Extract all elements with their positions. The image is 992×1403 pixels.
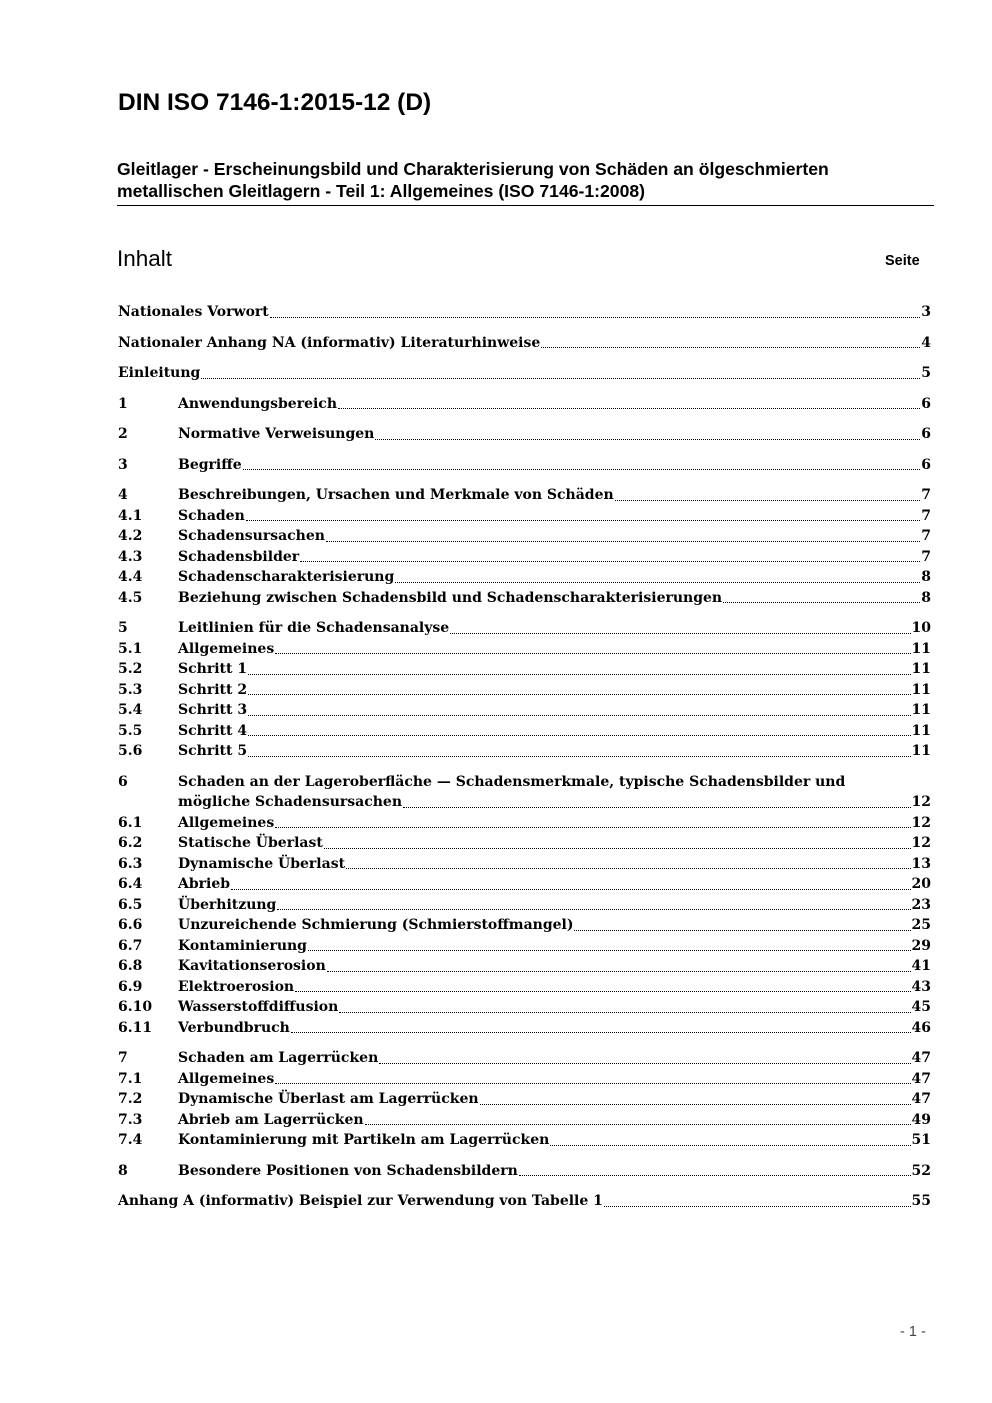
toc-dot-leader [375, 438, 920, 440]
toc-entry-title: Schritt 4 [178, 722, 248, 739]
toc-entry-title: Allgemeines [178, 1070, 275, 1087]
toc-entry-title: Elektroerosion [178, 978, 295, 995]
toc-entry[interactable] [118, 854, 931, 875]
toc-entry-page: 5 [921, 365, 931, 381]
toc-entry[interactable] [118, 588, 931, 609]
toc-entry-number: 4 [118, 487, 128, 503]
toc-dot-leader [248, 693, 910, 695]
toc-entry-page: 11 [911, 661, 931, 677]
toc-entry-page: 8 [921, 589, 931, 606]
toc-entry-page: 6 [921, 456, 931, 473]
toc-entry-page: 23 [911, 896, 931, 913]
toc-entry-number: 7.3 [118, 1111, 143, 1128]
toc-entry-title: Anhang A (informativ) Beispiel zur Verwendung von Tabelle 1 [118, 1193, 603, 1209]
toc-entry-title: Statische Überlast [178, 835, 323, 851]
toc-entry[interactable] [118, 1069, 931, 1090]
toc-entry[interactable] [118, 424, 931, 445]
toc-entry-title: Dynamische Überlast am Lagerrücken [178, 1091, 479, 1107]
toc-entry-title: Nationaler Anhang NA (informativ) Literaturhinweise [118, 334, 541, 351]
toc-entry-number: 4.3 [118, 548, 143, 565]
toc-entry-number: 4.1 [118, 507, 143, 524]
toc-entry-number: 8 [118, 1162, 128, 1179]
toc-entry[interactable] [118, 956, 931, 977]
toc-entry-number: 5.5 [118, 722, 143, 739]
toc-entry-number: 7 [118, 1050, 128, 1066]
toc-entry[interactable] [118, 363, 931, 384]
toc-entry[interactable] [118, 618, 931, 639]
toc-dot-leader [275, 652, 910, 654]
toc-dot-leader [248, 673, 910, 675]
toc-entry-title: Kavitationserosion [178, 958, 326, 974]
toc-entry-title: Anwendungsbereich [178, 395, 337, 412]
toc-entry[interactable] [118, 721, 931, 742]
toc-entry[interactable] [118, 526, 931, 547]
toc-entry-page: 11 [911, 722, 931, 739]
toc-entry-page: 25 [911, 917, 931, 933]
toc-entry-number: 5.3 [118, 681, 143, 698]
toc-entry-page: 8 [921, 569, 931, 585]
toc-dot-leader [246, 519, 920, 521]
toc-dot-leader [324, 847, 911, 849]
toc-entry[interactable] [118, 1130, 931, 1151]
subtitle-divider [117, 205, 934, 206]
toc-entry[interactable] [118, 639, 931, 660]
toc-entry-title: Schritt 1 [178, 661, 248, 677]
toc-entry-title: Verbundbruch [178, 1019, 290, 1036]
toc-dot-leader [615, 499, 921, 501]
toc-dot-leader [243, 468, 921, 470]
toc-entry-number: 6.5 [118, 896, 143, 913]
toc-dot-leader [327, 970, 911, 972]
toc-entry-page: 46 [911, 1019, 931, 1036]
toc-entry-page: 20 [911, 876, 931, 892]
toc-dot-leader [308, 949, 911, 951]
toc-dot-leader [550, 1144, 910, 1146]
toc-entry-page: 10 [911, 620, 931, 636]
document-title: DIN ISO 7146-1:2015-12 (D) [118, 89, 432, 116]
toc-dot-leader [450, 632, 910, 634]
toc-dot-leader [480, 1103, 911, 1105]
toc-entry[interactable] [118, 394, 931, 415]
toc-dot-leader [339, 1011, 910, 1013]
toc-entry-number: 7.4 [118, 1132, 143, 1148]
toc-entry-title: Kontaminierung mit Partikeln am Lagerrücken [178, 1132, 550, 1148]
toc-dot-leader [723, 601, 920, 603]
toc-entry-number: 6.7 [118, 937, 143, 954]
toc-entry-title: Abrieb [178, 876, 231, 892]
toc-entry[interactable] [118, 680, 931, 701]
toc-entry[interactable] [118, 333, 931, 354]
toc-entry[interactable] [118, 772, 931, 793]
toc-entry[interactable] [118, 485, 931, 506]
toc-entry-title: Dynamische Überlast [178, 855, 346, 872]
toc-entry-title: Überhitzung [178, 896, 277, 913]
toc-entry-page: 43 [911, 978, 931, 995]
toc-entry[interactable] [118, 895, 931, 916]
toc-entry-page: 12 [911, 835, 931, 851]
toc-entry-title: Besondere Positionen von Schadensbildern [178, 1162, 518, 1179]
toc-entry[interactable] [118, 1191, 931, 1212]
toc-entry-number: 7.1 [118, 1070, 143, 1087]
toc-entry-title: Beschreibungen, Ursachen und Merkmale von Schäden [178, 487, 614, 503]
toc-dot-leader [295, 990, 910, 992]
toc-entry-page: 49 [911, 1111, 931, 1128]
toc-entry-title: Wasserstoffdiffusion [178, 999, 339, 1015]
toc-entry[interactable] [118, 977, 931, 998]
toc-dot-leader [403, 806, 911, 808]
toc-entry-title: Beziehung zwischen Schadensbild und Schadenscharakterisierungen [178, 589, 723, 606]
toc-dot-leader [604, 1205, 911, 1207]
toc-entry-number: 6.8 [118, 958, 143, 974]
toc-entry-title: Normative Verweisungen [178, 426, 375, 442]
toc-dot-leader [270, 316, 921, 318]
toc-entry[interactable] [118, 1161, 931, 1182]
toc-dot-leader [300, 560, 920, 562]
toc-entry-title: Schadenscharakterisierung [178, 569, 395, 585]
toc-entry-page: 4 [921, 334, 931, 351]
toc-entry-number: 5 [118, 620, 128, 636]
toc-entry[interactable] [118, 833, 931, 854]
toc-entry-number: 6.10 [118, 999, 153, 1015]
toc-entry-page: 12 [911, 814, 931, 831]
toc-dot-leader [277, 908, 910, 910]
toc-entry[interactable] [118, 1018, 931, 1039]
toc-entry-page: 7 [921, 507, 931, 524]
toc-entry-title: Schaden an der Lageroberfläche — Schadensmerkmale, typische Schadensbilder und [178, 773, 846, 790]
toc-entry-number: 1 [118, 395, 128, 412]
toc-entry-page: 51 [911, 1132, 931, 1148]
toc-dot-leader [291, 1031, 911, 1033]
toc-entry-page: 6 [921, 395, 931, 412]
toc-dot-leader [365, 1123, 911, 1125]
toc-entry-page: 55 [911, 1193, 931, 1209]
toc-entry-title: Einleitung [118, 365, 201, 381]
toc-entry[interactable] [118, 874, 931, 895]
toc-entry-title: Schritt 5 [178, 743, 248, 759]
toc-entry-page: 3 [921, 304, 931, 320]
footer-page-number: - 1 - [900, 1324, 926, 1340]
toc-entry-number: 5.6 [118, 743, 143, 759]
toc-dot-leader [248, 714, 910, 716]
toc-entry-page: 7 [921, 528, 931, 544]
toc-entry-title: Begriffe [178, 456, 242, 473]
toc-entry-page: 7 [921, 487, 931, 503]
toc-entry[interactable] [118, 936, 931, 957]
toc-entry[interactable] [118, 1089, 931, 1110]
toc-entry-title: Schadensbilder [178, 548, 300, 565]
toc-entry-number: 7.2 [118, 1091, 143, 1107]
toc-dot-leader [541, 346, 920, 348]
toc-entry-continuation[interactable] [118, 792, 931, 813]
toc-dot-leader [201, 377, 920, 379]
toc-entry-title: Leitlinien für die Schadensanalyse [178, 620, 450, 636]
toc-entry-number: 6.2 [118, 835, 143, 851]
toc-entry-number: 6 [118, 773, 128, 790]
toc-dot-leader [519, 1174, 911, 1176]
toc-dot-leader [275, 1082, 910, 1084]
toc-entry-number: 6.4 [118, 876, 143, 892]
toc-entry-page: 47 [911, 1091, 931, 1107]
toc-entry-number: 2 [118, 426, 128, 442]
table-of-contents [118, 302, 931, 1212]
document-subtitle: Gleitlager - Erscheinungsbild und Charakterisierung von Schäden an ölgeschmierten metallischen Gleitlagern - Teil 1: Allgemeines (ISO 7146-1:2008) [117, 159, 829, 201]
toc-entry[interactable] [118, 1048, 931, 1069]
toc-entry-page: 12 [911, 794, 931, 810]
toc-entry-page: 6 [921, 426, 931, 442]
toc-dot-leader [574, 929, 910, 931]
toc-entry-page: 45 [911, 999, 931, 1015]
toc-entry[interactable] [118, 741, 931, 762]
toc-entry-page: 11 [911, 681, 931, 698]
toc-entry[interactable] [118, 302, 931, 323]
toc-entry-number: 6.9 [118, 978, 143, 995]
toc-entry-page: 47 [911, 1070, 931, 1087]
toc-entry-title: Unzureichende Schmierung (Schmierstoffmangel) [178, 917, 574, 933]
toc-entry-number: 5.1 [118, 640, 143, 657]
toc-entry-title: Allgemeines [178, 640, 275, 657]
toc-entry[interactable] [118, 915, 931, 936]
toc-entry-page: 52 [911, 1162, 931, 1179]
toc-entry-number: 3 [118, 456, 128, 473]
toc-entry-number: 6.1 [118, 814, 143, 831]
toc-entry-page: 7 [921, 548, 931, 565]
toc-entry[interactable] [118, 547, 931, 568]
toc-entry-number: 6.6 [118, 917, 143, 933]
toc-entry-title: Schaden am Lagerrücken [178, 1050, 379, 1066]
toc-entry[interactable] [118, 659, 931, 680]
toc-entry[interactable] [118, 700, 931, 721]
toc-dot-leader [248, 755, 910, 757]
toc-dot-leader [231, 888, 910, 890]
toc-entry-number: 4.2 [118, 528, 143, 544]
toc-entry-title: Abrieb am Lagerrücken [178, 1111, 364, 1128]
toc-entry[interactable] [118, 567, 931, 588]
toc-entry-number: 6.3 [118, 855, 143, 872]
toc-entry-title: Kontaminierung [178, 937, 307, 954]
toc-entry-title: Schritt 2 [178, 681, 248, 698]
toc-entry-page: 11 [911, 702, 931, 718]
toc-entry-number: 5.2 [118, 661, 143, 677]
toc-entry-page: 11 [911, 743, 931, 759]
toc-entry-title: Schaden [178, 507, 245, 524]
toc-entry-page: 47 [911, 1050, 931, 1066]
toc-entry-page: 11 [911, 640, 931, 657]
toc-dot-leader [338, 407, 920, 409]
toc-entry-page: 13 [911, 855, 931, 872]
toc-dot-leader [379, 1062, 910, 1064]
toc-dot-leader [346, 867, 910, 869]
toc-entry-title: Schadensursachen [178, 528, 325, 544]
toc-page-column-label: Seite [885, 253, 920, 269]
toc-entry-number: 4.4 [118, 569, 143, 585]
toc-dot-leader [275, 826, 910, 828]
toc-heading: Inhalt [117, 246, 173, 271]
toc-dot-leader [248, 734, 910, 736]
toc-dot-leader [326, 540, 920, 542]
toc-entry-title: Schritt 3 [178, 702, 248, 718]
toc-entry-title-continuation: mögliche Schadensursachen [178, 794, 402, 810]
toc-entry[interactable] [118, 506, 931, 527]
toc-entry-title: Nationales Vorwort [118, 304, 269, 320]
toc-entry[interactable] [118, 813, 931, 834]
toc-entry-page: 41 [911, 958, 931, 974]
toc-dot-leader [395, 581, 920, 583]
toc-entry[interactable] [118, 1110, 931, 1131]
toc-entry[interactable] [118, 455, 931, 476]
toc-entry[interactable] [118, 997, 931, 1018]
toc-entry-number: 4.5 [118, 589, 143, 606]
toc-entry-number: 5.4 [118, 702, 143, 718]
toc-entry-number: 6.11 [118, 1019, 153, 1036]
toc-entry-title: Allgemeines [178, 814, 275, 831]
toc-entry-page: 29 [911, 937, 931, 954]
